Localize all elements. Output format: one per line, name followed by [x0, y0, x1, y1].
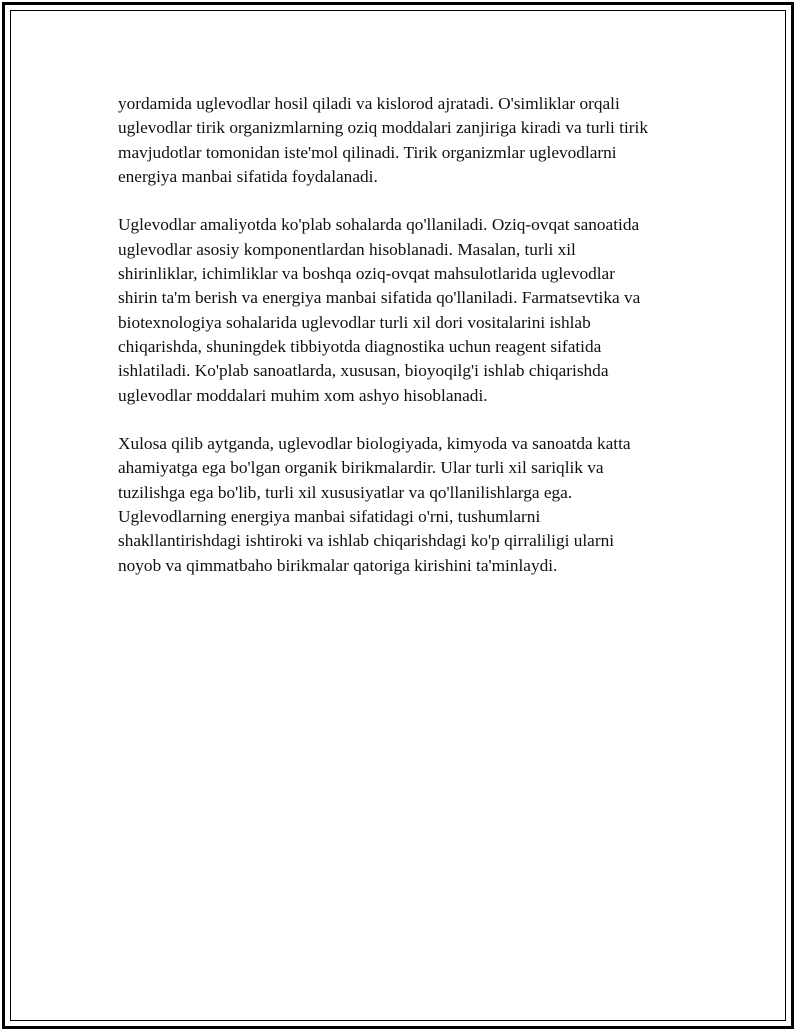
text-line: Uglevodlar amaliyotda ko'plab sohalarda qo'llaniladi. Oziq-ovqat sanoatida	[118, 215, 640, 235]
text-line: uglevodlar asosiy komponentlardan hisoblanadi. Masalan, turli xil	[118, 239, 576, 259]
text-line: Xulosa qilib aytganda, uglevodlar biologiyada, kimyoda va sanoatda katta	[118, 434, 631, 454]
text-line: uglevodlar tirik organizmlarning oziq moddalari zanjiriga kiradi va turli tirik	[118, 118, 648, 138]
text-line: shirin ta'm berish va energiya manbai sifatida qo'llaniladi. Farmatsevtika va	[118, 288, 641, 308]
paragraph-2	[118, 213, 688, 407]
text-line: ahamiyatga ega bo'lgan organik birikmalardir. Ular turli xil sariqlik va	[118, 458, 604, 478]
document-body	[118, 92, 688, 578]
text-line: tuzilishga ega bo'lib, turli xil xususiyatlar va qo'llanilishlarga ega.	[118, 482, 573, 502]
text-line: chiqarishda, shuningdek tibbiyotda diagnostika uchun reagent sifatida	[118, 336, 602, 356]
paragraph-1	[118, 92, 688, 189]
text-line: Uglevodlarning energiya manbai sifatidagi o'rni, tushumlarni	[118, 507, 541, 527]
text-line: energiya manbai sifatida foydalanadi.	[118, 166, 378, 186]
text-line: ishlatiladi. Ko'plab sanoatlarda, xususan, bioyoqilg'i ishlab chiqarishda	[118, 361, 609, 381]
text-line: biotexnologiya sohalarida uglevodlar turli xil dori vositalarini ishlab	[118, 312, 591, 332]
paragraph-3	[118, 432, 688, 578]
text-line: noyob va qimmatbaho birikmalar qatoriga kirishini ta'minlaydi.	[118, 555, 558, 575]
text-line: shakllantirishdagi ishtiroki va ishlab chiqarishdagi ko'p qirraliligi ularni	[118, 531, 615, 551]
text-line: mavjudotlar tomonidan iste'mol qilinadi. Tirik organizmlar uglevodlarni	[118, 142, 617, 162]
text-line: uglevodlar moddalari muhim xom ashyo hisoblanadi.	[118, 385, 488, 405]
text-line: shirinliklar, ichimliklar va boshqa oziq-ovqat mahsulotlarida uglevodlar	[118, 264, 615, 284]
text-line: yordamida uglevodlar hosil qiladi va kislorod ajratadi. O'simliklar orqali	[118, 94, 620, 113]
